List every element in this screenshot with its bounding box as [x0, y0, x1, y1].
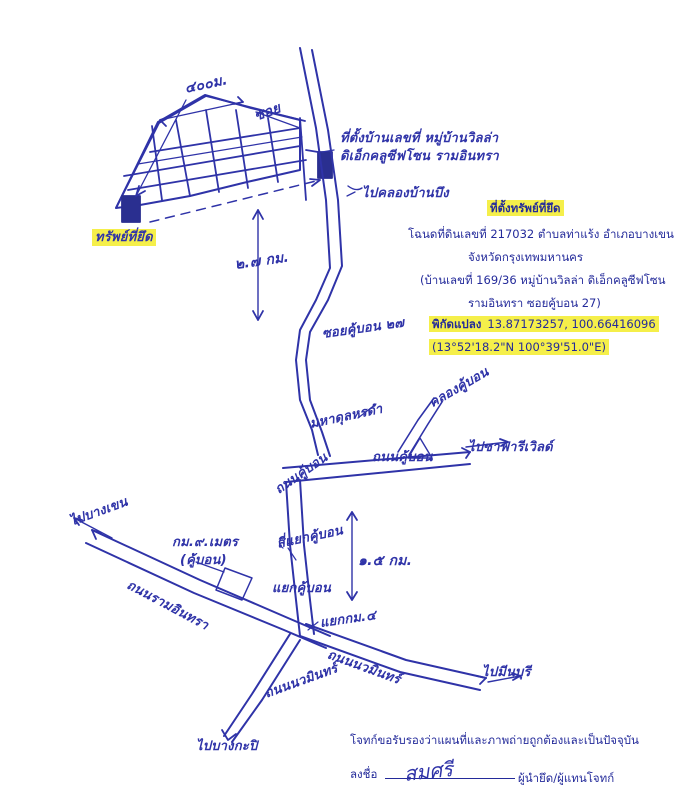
annotation-th-ramintra-1: ถนนรามอินทรา	[124, 577, 211, 634]
title-line-4: รามอินทรา ซอยคู้บอน 27)	[468, 296, 601, 310]
coordinate-dms-row	[429, 340, 609, 354]
annotation-dist-4-9: กม.๙.เมตร	[172, 535, 239, 550]
footer-statement: โจทก์ขอรับรองว่าแผนที่และภาพถ่ายถูกต้องและเป็นปัจจุบัน	[350, 733, 639, 747]
title-line-3: (บ้านเลขที่ 169/36 หมู่บ้านวิลล่า ดิเอ็กคลูซีฟโซน	[420, 273, 666, 287]
annotation-expressway: มหาดุลหรดำ	[308, 401, 384, 432]
annotation-th-nawamin-2: ถนนนวมินทร์	[262, 661, 340, 702]
annotation-soi-kubon-27: ซอยคู้บอน ๒๗	[321, 315, 406, 342]
coordinate-decimal: 13.87173257, 100.66416096	[484, 316, 658, 332]
annotation-kubon-paren: (คู้บอน)	[180, 553, 227, 568]
signature-mark: สมศรี	[402, 756, 454, 786]
annotation-seized-property	[92, 226, 156, 247]
annotation-len-4400: ๔๐๐ม.	[183, 72, 229, 97]
annotation-yaek-km4: แยกกม.๔	[319, 608, 378, 631]
coordinate-dms: (13°52'18.2"N 100°39'51.0"E)	[429, 339, 609, 355]
annotation-soi-label: ซอย	[252, 100, 283, 125]
property-location-label	[487, 200, 564, 218]
annotation-th-kubon-1: ถนนคู้บอน	[372, 450, 433, 465]
seized-property-highlight: ทรัพย์ที่ยึด	[92, 229, 156, 246]
title-line-1: โฉนดที่ดินเลขที่ 217032 ตำบลท่าแร้ง อำเภอบางเขน	[408, 227, 674, 241]
annotation-dist-1-5: ๑.๕ กม.	[358, 553, 413, 569]
annotation-village-name-1: ที่ตั้งบ้านเลขที่ หมู่บ้านวิลล่า	[340, 131, 499, 146]
title-line-2: จังหวัดกรุงเทพมหานคร	[468, 250, 584, 264]
coordinate-label: พิกัดแปลง	[429, 316, 484, 332]
annotation-to-nongbon: ไปคลองบ้านบึง	[362, 186, 449, 201]
annotation-to-bangkapi: ไปบางกะปิ	[196, 739, 258, 754]
annotation-to-bangkhen: ไปบางเขน	[67, 494, 130, 530]
property-location-highlight: ที่ตั้งทรัพย์ที่ยึด	[487, 200, 564, 216]
annotation-signal-kubon: สี่แยกคู้บอน	[275, 523, 345, 552]
annotation-dist-2-7: ๒.๗ กม.	[233, 249, 290, 273]
footer-sign-label: ลงชื่อ	[350, 767, 378, 781]
annotation-khlong-kubon: คลองคู้บอน	[426, 364, 492, 411]
annotation-th-kubon-2: ถนนคู้บอน	[272, 450, 331, 498]
footer-signer-label: ผู้นำยึด/ผู้แทนโจทก์	[518, 771, 615, 785]
annotation-village-name-2: ดิเอ็กคลูซีฟโซน รามอินทรา	[340, 149, 499, 164]
annotation-to-safari: ไปซาฟารีเวิลด์	[468, 440, 553, 455]
annotation-yaek-kubon: แยกคู้บอน	[272, 581, 331, 596]
coordinate-row	[429, 316, 659, 334]
annotation-th-nawamin: ถนนนวมินทร์	[325, 647, 403, 688]
annotation-to-minburi: ไปมีนบุรี	[482, 665, 531, 680]
